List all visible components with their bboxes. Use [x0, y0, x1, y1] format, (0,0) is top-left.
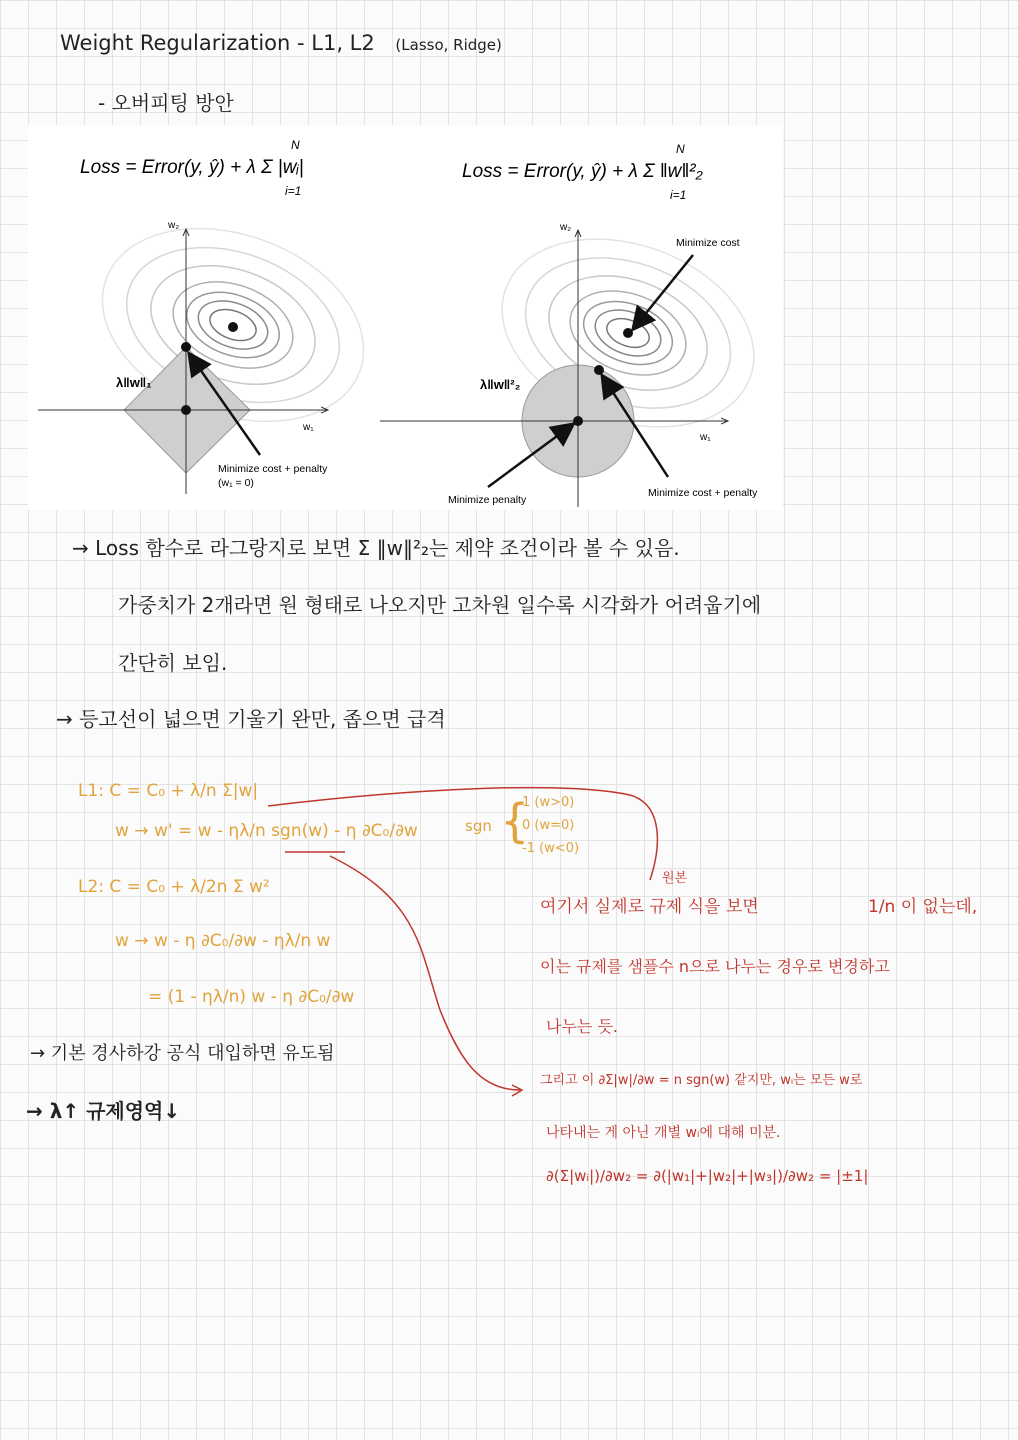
sgn-case-3: -1 (w<0) — [522, 841, 580, 856]
l2-annotation-right: Minimize cost + penalty — [648, 487, 758, 499]
l2-sum-bottom: i=1 — [670, 188, 687, 202]
l1-penalty-label: λ‖w‖₁ — [116, 375, 152, 390]
title-text: Weight Regularization - L1, L2 — [60, 31, 375, 55]
note-line-4: → 등고선이 넓으면 기울기 완만, 좁으면 급격 — [56, 707, 446, 731]
l1-eq-2: w → w' = w - ηλ/n sgn(w) - η ∂C₀/∂w — [115, 821, 418, 841]
l2-eq-1: L2: C = C₀ + λ/2n Σ w² — [78, 877, 270, 897]
note-line-1: → Loss 함수로 라그랑지로 보면 Σ ‖w‖²₂는 제약 조건이라 볼 수 있음. — [72, 536, 680, 560]
subtitle: - 오버피팅 방안 — [98, 91, 234, 115]
l1-eq-1: L1: C = C₀ + λ/n Σ|w| — [78, 781, 259, 801]
sgn-case-1: 1 (w>0) — [522, 795, 575, 810]
l2-annotation-top: Minimize cost — [676, 237, 740, 249]
l1-annotation: Minimize cost + penalty — [218, 463, 328, 475]
sgn-case-2: 0 (w=0) — [522, 818, 575, 833]
l2-axis-y: w₂ — [560, 222, 572, 233]
l2-eq-2: w → w - η ∂C₀/∂w - ηλ/n w — [115, 931, 331, 951]
l2-eq-3: = (1 - ηλ/n) w - η ∂C₀/∂w — [148, 987, 355, 1007]
l1-axis-y: w₂ — [168, 220, 180, 231]
red-note-5: 나타내는 게 아닌 개별 wᵢ에 대해 미분. — [546, 1125, 781, 1141]
l2-formula: Loss = Error(y, ŷ) + λ Σ ‖w‖²₂ — [462, 161, 703, 182]
l2-annotation-left: Minimize penalty — [448, 494, 527, 506]
bottom-note-1: → 기본 경사하강 공식 대입하면 유도됨 — [30, 1043, 335, 1064]
bottom-note-2: → λ↑ 규제영역↓ — [26, 1099, 181, 1123]
red-note-3: 나누는 듯. — [546, 1017, 618, 1036]
l1-axis-x: w₁ — [303, 422, 314, 433]
red-note-1b: 1/n 이 없는데, — [868, 897, 978, 917]
red-note-6: ∂(Σ|wᵢ|)/∂w₂ = ∂(|w₁|+|w₂|+|w₃|)/∂w₂ = |±1| — [546, 1167, 869, 1185]
l2-sum-top: N — [676, 142, 685, 156]
note-line-2: 가중치가 2개라면 원 형태로 나오지만 고차원 일수록 시각화가 어려웁기에 — [118, 593, 762, 617]
l1-sum-top: N — [291, 138, 300, 152]
l2-axis-x: w₁ — [700, 432, 711, 443]
sgn-brace: { — [500, 794, 530, 848]
l1-annotation-2: (w₁ = 0) — [218, 477, 254, 489]
red-note-4: 그리고 이 ∂Σ|w|/∂w = n sgn(w) 같지만, wᵢ는 모든 w로 — [540, 1073, 863, 1088]
l1-formula: Loss = Error(y, ŷ) + λ Σ |wᵢ| — [80, 157, 304, 178]
sgn-label: sgn — [465, 817, 492, 835]
red-note-above: 원본 — [662, 871, 688, 886]
red-note-2: 이는 규제를 샘플수 n으로 나누는 경우로 변경하고 — [540, 957, 890, 976]
l1-sum-bottom: i=1 — [285, 184, 302, 198]
l2-penalty-label: λ‖w‖²₂ — [480, 377, 521, 392]
note-line-3: 간단히 보임. — [118, 651, 228, 675]
title-paren: (Lasso, Ridge) — [395, 36, 502, 54]
red-note-1: 여기서 실제로 규제 식을 보면 — [540, 897, 759, 917]
